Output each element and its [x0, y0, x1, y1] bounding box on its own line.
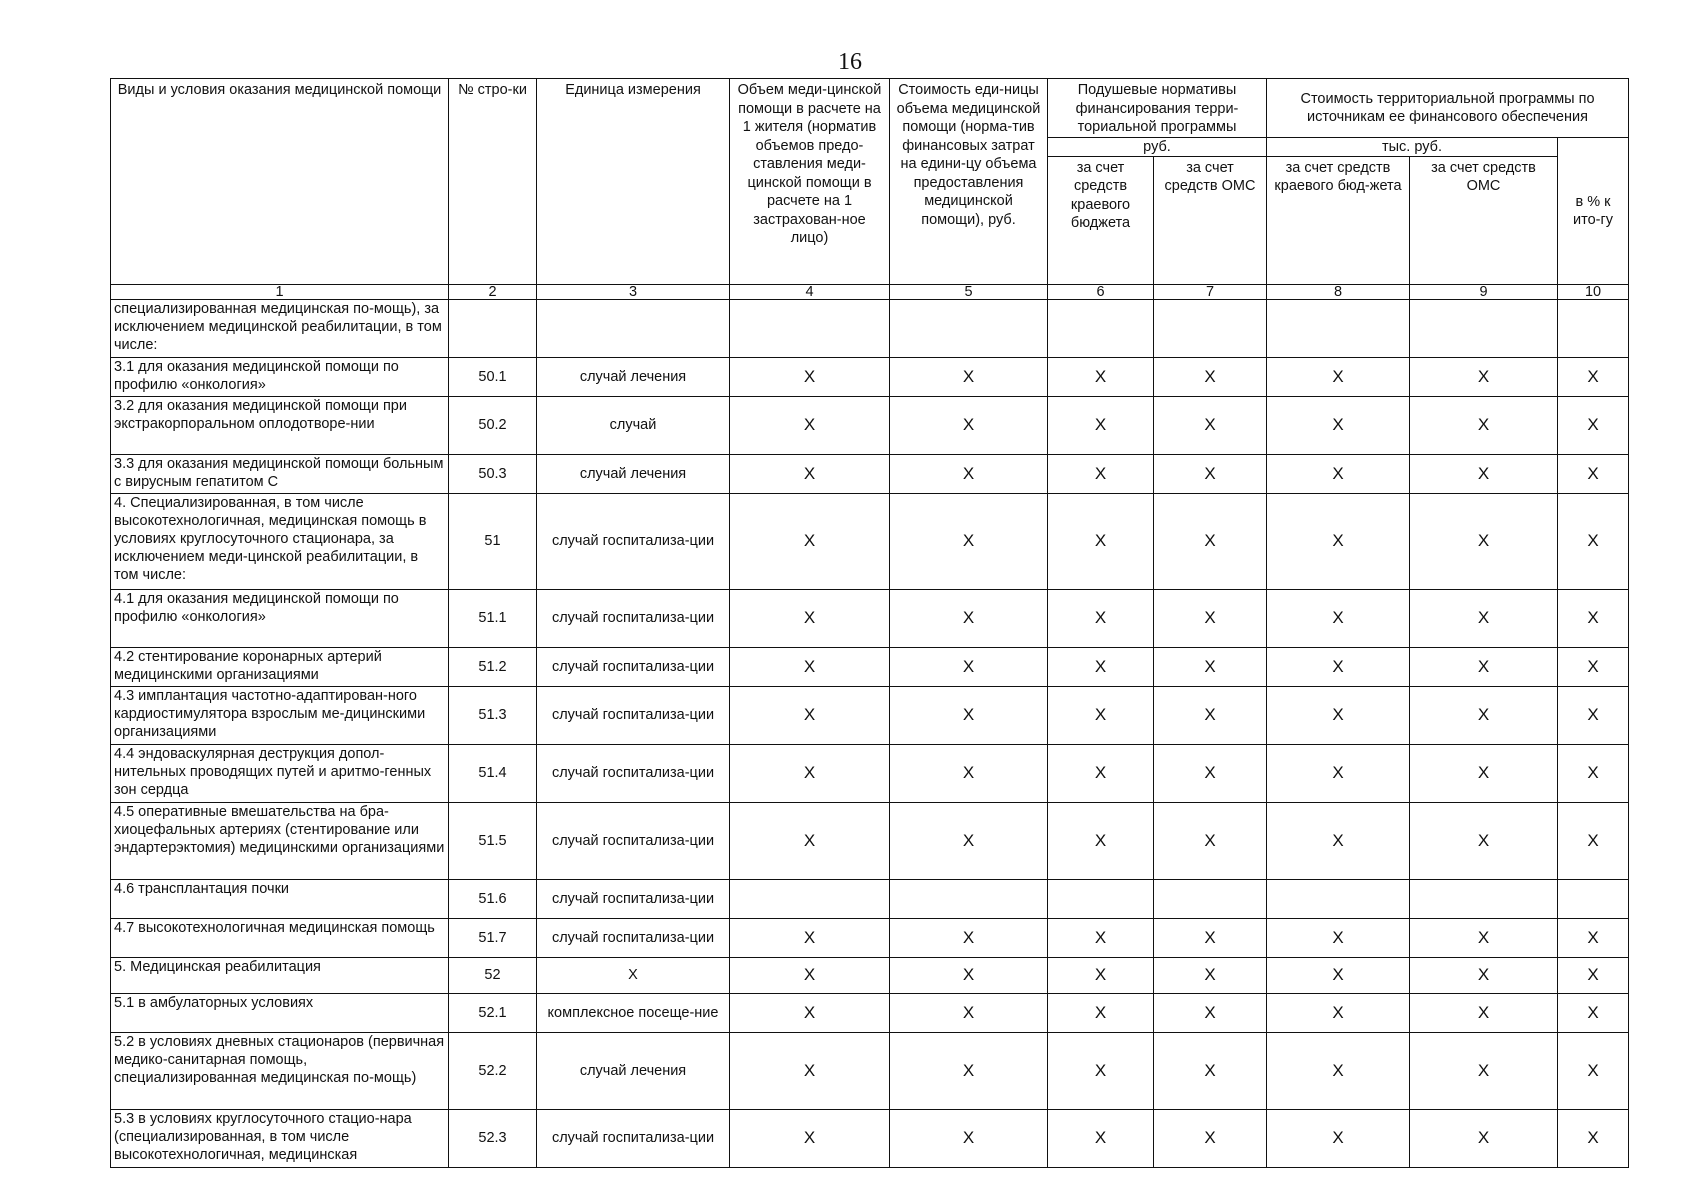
- table-row: [111, 993, 1629, 1032]
- row-mark: Х: [1048, 686, 1154, 744]
- row-mark: [1558, 299, 1629, 357]
- row-mark: [1410, 879, 1558, 918]
- row-mark: Х: [1267, 647, 1410, 686]
- row-mark: Х: [1267, 802, 1410, 879]
- row-mark: [1410, 299, 1558, 357]
- row-mark: Х: [1154, 589, 1267, 647]
- row-description: 4.3 имплантация частотно-адаптирован-ного кардиостимулятора взрослым ме-дицинскими организациями: [111, 686, 449, 744]
- row-mark: Х: [1267, 589, 1410, 647]
- row-description: 4.4 эндоваскулярная деструкция допол-нительных проводящих путей и аритмо-генных зон сердца: [111, 744, 449, 802]
- column-number: 5: [890, 284, 1048, 299]
- row-description: 3.1 для оказания медицинской помощи по профилю «онкология»: [111, 357, 449, 396]
- row-mark: Х: [730, 686, 890, 744]
- row-unit: случай лечения: [537, 454, 730, 493]
- row-number: 51.4: [449, 744, 537, 802]
- header-regional-budget: за счет средств краевого бюджета: [1048, 156, 1154, 284]
- row-number: 52.3: [449, 1109, 537, 1167]
- table-row: [111, 493, 1629, 589]
- row-mark: Х: [730, 396, 890, 454]
- row-description: 5.3 в условиях круглосуточного стацио-нара (специализированная, в том числе высокотехнологичная, медицинская: [111, 1109, 449, 1167]
- row-unit: комплексное посеще-ние: [537, 993, 730, 1032]
- row-mark: [890, 299, 1048, 357]
- row-mark: Х: [730, 918, 890, 957]
- column-number: 9: [1410, 284, 1558, 299]
- row-mark: Х: [1410, 1032, 1558, 1109]
- column-number: 7: [1154, 284, 1267, 299]
- row-description: 4.7 высокотехнологичная медицинская помощь: [111, 918, 449, 957]
- row-mark: Х: [1410, 957, 1558, 993]
- row-description: 3.2 для оказания медицинской помощи при экстракорпоральном оплодотворе-нии: [111, 396, 449, 454]
- header-cost-oms: за счет средств ОМС: [1410, 156, 1558, 284]
- row-number: 50.3: [449, 454, 537, 493]
- row-mark: Х: [890, 686, 1048, 744]
- row-mark: Х: [1267, 686, 1410, 744]
- row-mark: Х: [1267, 957, 1410, 993]
- row-mark: Х: [1410, 802, 1558, 879]
- row-mark: [1267, 879, 1410, 918]
- row-mark: Х: [1154, 744, 1267, 802]
- row-mark: Х: [1558, 357, 1629, 396]
- row-mark: Х: [1558, 993, 1629, 1032]
- row-mark: Х: [1048, 918, 1154, 957]
- row-mark: [1048, 299, 1154, 357]
- row-mark: [1267, 299, 1410, 357]
- row-unit: случай: [537, 396, 730, 454]
- row-mark: Х: [890, 802, 1048, 879]
- row-mark: Х: [1154, 647, 1267, 686]
- row-mark: Х: [1558, 744, 1629, 802]
- column-number: 6: [1048, 284, 1154, 299]
- row-number: [449, 299, 537, 357]
- row-mark: Х: [1410, 396, 1558, 454]
- row-mark: Х: [1558, 1109, 1629, 1167]
- row-mark: Х: [890, 454, 1048, 493]
- row-mark: Х: [1558, 589, 1629, 647]
- header-percent: в % к ито-гу: [1558, 137, 1629, 284]
- row-mark: Х: [730, 357, 890, 396]
- table-row: [111, 686, 1629, 744]
- row-mark: Х: [1267, 918, 1410, 957]
- row-number: 52.1: [449, 993, 537, 1032]
- row-mark: Х: [890, 1109, 1048, 1167]
- header-unit: Единица измерения: [537, 79, 730, 285]
- row-mark: [1048, 879, 1154, 918]
- row-mark: Х: [1154, 918, 1267, 957]
- row-mark: Х: [730, 1032, 890, 1109]
- row-mark: Х: [730, 802, 890, 879]
- table-row: [111, 589, 1629, 647]
- row-mark: Х: [730, 647, 890, 686]
- row-mark: Х: [1410, 993, 1558, 1032]
- row-number: 51.7: [449, 918, 537, 957]
- row-description: 4.1 для оказания медицинской помощи по профилю «онкология»: [111, 589, 449, 647]
- row-mark: Х: [1558, 957, 1629, 993]
- row-mark: Х: [1048, 589, 1154, 647]
- table-row: [111, 744, 1629, 802]
- row-mark: Х: [1154, 396, 1267, 454]
- header-rub: руб.: [1048, 137, 1267, 156]
- table-row: [111, 802, 1629, 879]
- row-mark: Х: [1048, 1109, 1154, 1167]
- row-mark: Х: [890, 396, 1048, 454]
- page-number: 16: [838, 49, 862, 75]
- table-row: [111, 1032, 1629, 1109]
- row-description: 4.5 оперативные вмешательства на бра-хиоцефальных артериях (стентирование или эндартерэктомия) медицинскими организациями: [111, 802, 449, 879]
- row-mark: Х: [890, 993, 1048, 1032]
- row-number: 51.2: [449, 647, 537, 686]
- row-description: 4. Специализированная, в том числе высокотехнологичная, медицинская помощь в условиях круглосуточного стационара, за исключением меди-цинской реабилитации, в том числе:: [111, 493, 449, 589]
- row-mark: Х: [1558, 493, 1629, 589]
- row-mark: Х: [1410, 589, 1558, 647]
- row-mark: Х: [1410, 357, 1558, 396]
- row-unit: [537, 299, 730, 357]
- row-number: 51.6: [449, 879, 537, 918]
- row-description: 5. Медицинская реабилитация: [111, 957, 449, 993]
- table-row: [111, 879, 1629, 918]
- row-description: 3.3 для оказания медицинской помощи больным с вирусным гепатитом С: [111, 454, 449, 493]
- row-mark: [730, 299, 890, 357]
- header-per-capita-group: Подушевые нормативы финансирования терри-ториальной программы: [1048, 79, 1267, 138]
- column-number-row: [111, 284, 1629, 299]
- header-cost-regional-budget: за счет средств краевого бюд-жета: [1267, 156, 1410, 284]
- row-mark: Х: [1048, 957, 1154, 993]
- row-mark: Х: [890, 957, 1048, 993]
- row-mark: Х: [1154, 454, 1267, 493]
- row-number: 51.1: [449, 589, 537, 647]
- row-mark: [1558, 879, 1629, 918]
- row-unit: случай госпитализа-ции: [537, 1109, 730, 1167]
- row-unit: случай лечения: [537, 357, 730, 396]
- row-mark: Х: [730, 493, 890, 589]
- header-row-number: № стро-ки: [449, 79, 537, 285]
- column-number: 2: [449, 284, 537, 299]
- row-mark: Х: [1154, 357, 1267, 396]
- row-mark: Х: [890, 647, 1048, 686]
- row-mark: Х: [1267, 1032, 1410, 1109]
- row-unit: случай госпитализа-ции: [537, 493, 730, 589]
- row-number: 51.3: [449, 686, 537, 744]
- header-volume: Объем меди-цинской помощи в расчете на 1 жителя (норматив объемов предо-ставления меди-цинской помощи в расчете на 1 застрахован-ное лицо): [730, 79, 890, 285]
- row-mark: Х: [1410, 647, 1558, 686]
- row-description: специализированная медицинская по-мощь), за исключением медицинской реабилитации, в том числе:: [111, 299, 449, 357]
- row-mark: Х: [730, 744, 890, 802]
- table-row: [111, 454, 1629, 493]
- row-mark: Х: [1558, 918, 1629, 957]
- row-mark: Х: [1048, 744, 1154, 802]
- row-unit: случай госпитализа-ции: [537, 802, 730, 879]
- row-mark: Х: [1154, 493, 1267, 589]
- row-mark: Х: [1410, 1109, 1558, 1167]
- table-row: [111, 357, 1629, 396]
- row-unit: Х: [537, 957, 730, 993]
- row-mark: Х: [1267, 744, 1410, 802]
- header-kinds: Виды и условия оказания медицинской помощи: [111, 79, 449, 285]
- row-mark: [1154, 299, 1267, 357]
- row-mark: Х: [1154, 993, 1267, 1032]
- header-unit-cost: Стоимость еди-ницы объема медицинской помощи (норма-тив финансовых затрат на едини-цу объема предоставления медицинской помощи), руб.: [890, 79, 1048, 285]
- row-mark: Х: [1154, 1032, 1267, 1109]
- row-mark: Х: [1048, 493, 1154, 589]
- row-mark: Х: [1048, 647, 1154, 686]
- row-unit: случай госпитализа-ции: [537, 686, 730, 744]
- row-description: 5.2 в условиях дневных стационаров (первичная медико-санитарная помощь, специализированная медицинская по-мощь): [111, 1032, 449, 1109]
- table-row: [111, 957, 1629, 993]
- column-number: 4: [730, 284, 890, 299]
- row-mark: Х: [890, 744, 1048, 802]
- row-number: 51: [449, 493, 537, 589]
- row-number: 50.1: [449, 357, 537, 396]
- row-number: 52.2: [449, 1032, 537, 1109]
- row-mark: Х: [1048, 1032, 1154, 1109]
- row-mark: Х: [1267, 357, 1410, 396]
- row-description: 5.1 в амбулаторных условиях: [111, 993, 449, 1032]
- row-unit: случай госпитализа-ции: [537, 589, 730, 647]
- row-mark: Х: [1410, 493, 1558, 589]
- header-thousand-rub: тыс. руб.: [1267, 137, 1558, 156]
- row-mark: Х: [890, 918, 1048, 957]
- table-row: [111, 918, 1629, 957]
- row-number: 52: [449, 957, 537, 993]
- row-mark: Х: [1154, 802, 1267, 879]
- row-mark: Х: [1048, 993, 1154, 1032]
- row-mark: Х: [730, 993, 890, 1032]
- row-mark: [730, 879, 890, 918]
- table-row: [111, 396, 1629, 454]
- table-row: [111, 647, 1629, 686]
- row-mark: Х: [1267, 1109, 1410, 1167]
- table-row: [111, 1109, 1629, 1167]
- column-number: 3: [537, 284, 730, 299]
- row-mark: Х: [730, 589, 890, 647]
- row-unit: случай госпитализа-ции: [537, 879, 730, 918]
- row-unit: случай госпитализа-ции: [537, 918, 730, 957]
- header-program-cost-group: Стоимость территориальной программы по источникам ее финансового обеспечения: [1267, 79, 1629, 138]
- row-mark: Х: [730, 454, 890, 493]
- column-number: 1: [111, 284, 449, 299]
- row-mark: Х: [890, 1032, 1048, 1109]
- row-mark: [890, 879, 1048, 918]
- header-oms: за счет средств ОМС: [1154, 156, 1267, 284]
- table-row: [111, 299, 1629, 357]
- row-mark: Х: [1267, 454, 1410, 493]
- row-mark: Х: [1154, 1109, 1267, 1167]
- row-unit: случай лечения: [537, 1032, 730, 1109]
- row-mark: Х: [1154, 686, 1267, 744]
- row-description: 4.6 трансплантация почки: [111, 879, 449, 918]
- row-mark: Х: [730, 1109, 890, 1167]
- row-mark: Х: [890, 589, 1048, 647]
- row-mark: Х: [1267, 993, 1410, 1032]
- row-mark: Х: [890, 357, 1048, 396]
- row-number: 51.5: [449, 802, 537, 879]
- row-mark: Х: [890, 493, 1048, 589]
- row-number: 50.2: [449, 396, 537, 454]
- program-cost-table: [110, 78, 1629, 1168]
- row-mark: Х: [1048, 454, 1154, 493]
- row-description: 4.2 стентирование коронарных артерий медицинскими организациями: [111, 647, 449, 686]
- row-mark: Х: [1558, 686, 1629, 744]
- row-mark: Х: [1558, 396, 1629, 454]
- row-mark: Х: [1154, 957, 1267, 993]
- row-mark: Х: [730, 957, 890, 993]
- row-mark: Х: [1048, 357, 1154, 396]
- row-mark: [1154, 879, 1267, 918]
- row-mark: Х: [1410, 454, 1558, 493]
- row-mark: Х: [1558, 647, 1629, 686]
- row-mark: Х: [1048, 802, 1154, 879]
- row-mark: Х: [1410, 918, 1558, 957]
- row-unit: случай госпитализа-ции: [537, 647, 730, 686]
- row-mark: Х: [1267, 493, 1410, 589]
- row-mark: Х: [1410, 686, 1558, 744]
- column-number: 8: [1267, 284, 1410, 299]
- row-mark: Х: [1410, 744, 1558, 802]
- row-unit: случай госпитализа-ции: [537, 744, 730, 802]
- row-mark: Х: [1558, 802, 1629, 879]
- row-mark: Х: [1048, 396, 1154, 454]
- row-mark: Х: [1558, 454, 1629, 493]
- row-mark: Х: [1267, 396, 1410, 454]
- column-number: 10: [1558, 284, 1629, 299]
- row-mark: Х: [1558, 1032, 1629, 1109]
